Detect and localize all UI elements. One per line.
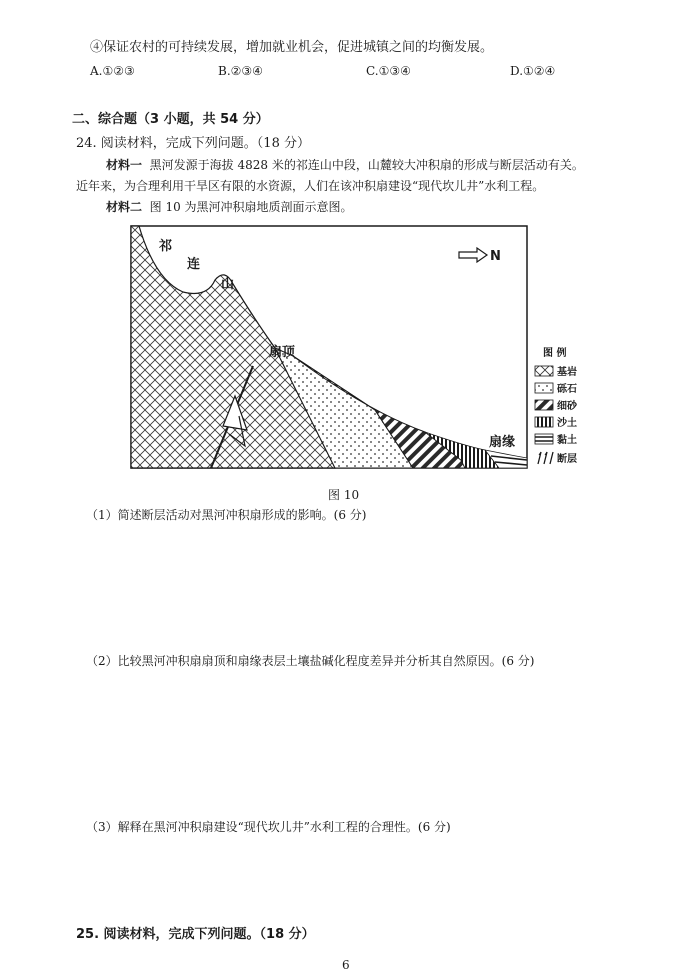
label-fan-edge: 扇缘 xyxy=(489,435,516,450)
q25-header: 25. 阅读材料，完成下列问题。（18 分） xyxy=(76,927,315,942)
material1-line1: 材料一 黑河发源于海拔 4828 米的祁连山中段，山麓较大冲积扇的形成与断层活动有关。 xyxy=(106,158,584,172)
legend-swatch-fault xyxy=(538,452,553,464)
sub-question-3: （3）解释在黑河冲积扇建设“现代坎儿井”水利工程的合理性。(6 分) xyxy=(86,820,451,834)
label-lian: 连 xyxy=(187,257,201,272)
legend-label-fine-sand: 细砂 xyxy=(557,401,577,412)
label-qi: 祁 xyxy=(159,239,173,254)
legend-label-gravel: 砾石 xyxy=(557,384,577,395)
legend-label-bedrock: 基岩 xyxy=(557,367,577,378)
legend-swatch-gravel xyxy=(535,383,553,393)
legend-title: 图 例 xyxy=(543,348,567,359)
label-shan: 山 xyxy=(221,277,235,292)
section-title: 二、综合题（3 小题，共 54 分） xyxy=(72,112,269,127)
legend xyxy=(535,346,578,465)
figure-caption: 图 10 xyxy=(328,488,360,502)
q24-header: 24. 阅读材料，完成下列问题。（18 分） xyxy=(76,136,310,151)
legend-label-fault: 断层 xyxy=(557,454,577,465)
legend-label-clay: 黏土 xyxy=(557,435,577,446)
sub-question-1: （1）简述断层活动对黑河冲积扇形成的影响。(6 分) xyxy=(86,508,367,522)
legend-swatch-sandy-soil xyxy=(535,417,553,427)
material2-label: 材料二 xyxy=(106,200,143,214)
legend-swatch-clay xyxy=(535,434,553,444)
material2-line: 材料二 图 10 为黑河冲积扇地质剖面示意图。 xyxy=(106,200,353,214)
label-fan-top: 扇顶 xyxy=(269,345,296,360)
page-number: 6 xyxy=(342,958,350,972)
sub-question-2: （2）比较黑河冲积扇扇顶和扇缘表层土壤盐碱化程度差异并分析其自然原因。(6 分) xyxy=(86,654,535,668)
material1-label: 材料一 xyxy=(106,158,143,172)
material1-line2: 近年来，为合理利用干旱区有限的水资源，人们在该冲积扇建设“现代坎儿井”水利工程。 xyxy=(76,179,545,193)
choice-b: B.②③④ xyxy=(218,64,263,78)
alluvial-fan-cross-section-diagram xyxy=(125,220,585,480)
legend-swatch-fine-sand xyxy=(535,400,553,410)
legend-swatch-bedrock xyxy=(535,366,553,376)
option-4-text: ④保证农村的可持续发展，增加就业机会，促进城镇之间的均衡发展。 xyxy=(90,40,494,55)
choice-c: C.①③④ xyxy=(366,64,411,78)
choice-d: D.①②④ xyxy=(510,64,556,78)
choice-a: A.①②③ xyxy=(90,64,135,78)
legend-label-sandy-soil: 沙土 xyxy=(557,418,577,429)
label-north: N xyxy=(490,249,501,264)
